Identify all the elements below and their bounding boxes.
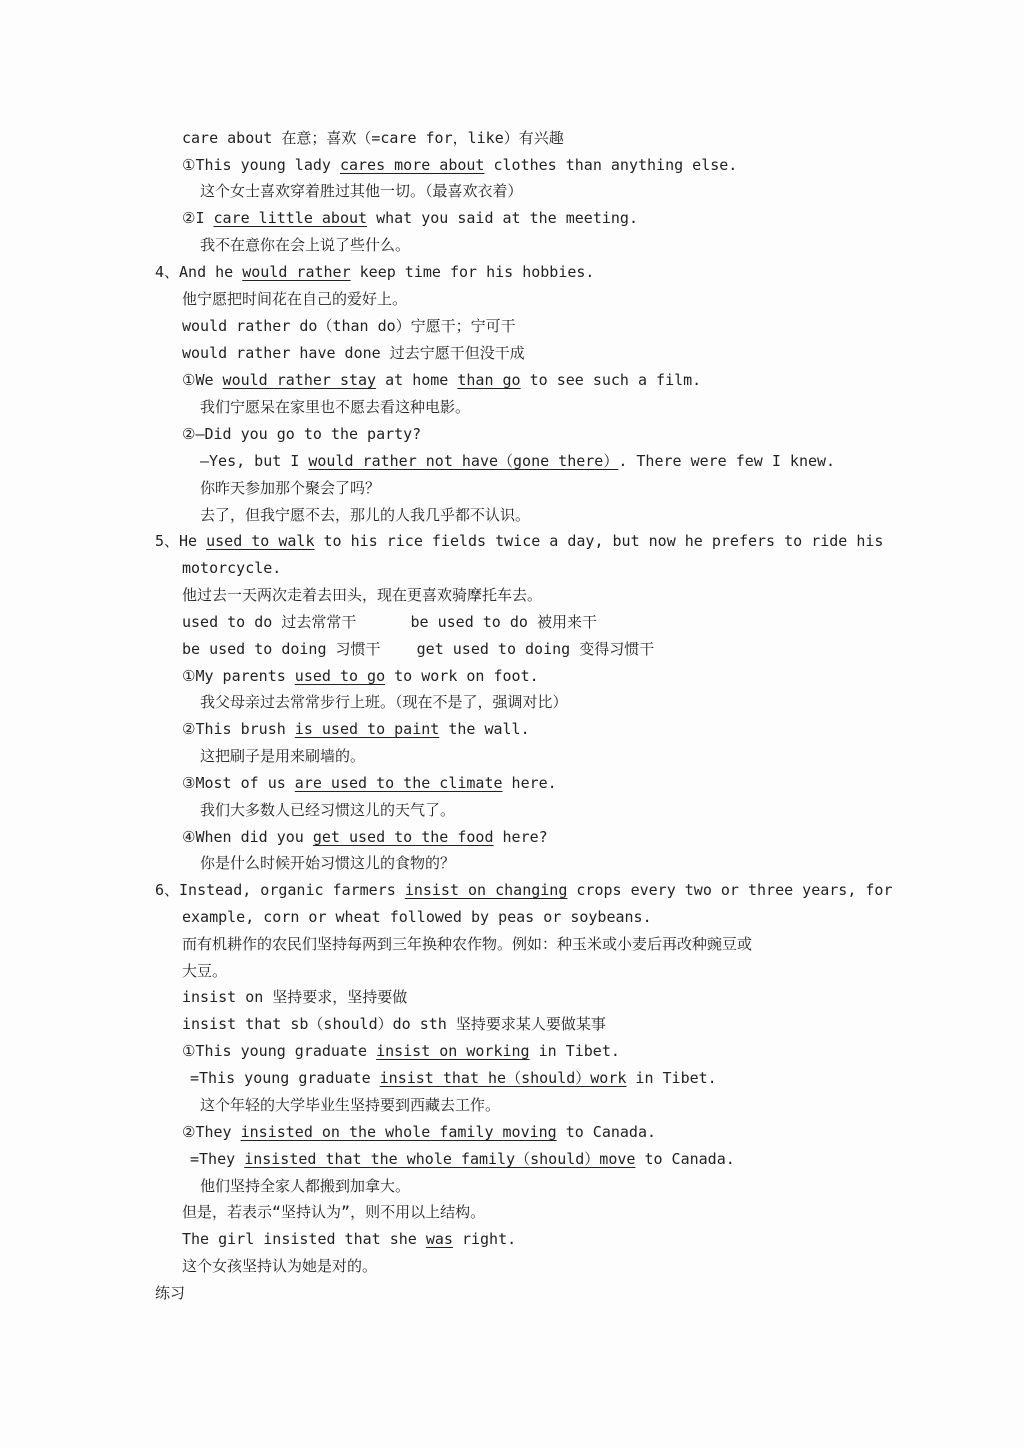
text-segment: to Canada. (556, 1123, 657, 1141)
text-line (182, 128, 564, 148)
underlined-phrase: is used to paint (294, 720, 440, 738)
underlined-phrase: insist that he（should）work (379, 1069, 627, 1087)
text-segment: ①This young lady (182, 156, 340, 174)
text-segment: to his rice fields twice a day, but now he prefers to ride his (314, 532, 884, 550)
text-line (182, 773, 557, 793)
text-line (182, 1041, 620, 1061)
text-line (182, 827, 548, 847)
text-line (182, 370, 701, 390)
text-segment: ③Most of us (182, 774, 295, 792)
text-line (200, 1176, 410, 1196)
text-segment: insist that sb（should）do sth 坚持要求某人要做某事 (182, 1015, 606, 1033)
text-segment: ①This young graduate (182, 1042, 377, 1060)
text-line (155, 1283, 185, 1303)
text-segment: to see such a film. (520, 371, 702, 389)
underlined-phrase: get used to the food (312, 828, 494, 846)
text-segment: 6、Instead, organic farmers (155, 881, 405, 899)
text-segment: 这把刷子是用来刷墙的。 (200, 747, 366, 765)
text-line (155, 531, 883, 551)
text-segment: 但是，若表示“坚持认为”，则不用以上结构。 (182, 1203, 486, 1221)
text-segment: 我父母亲过去常常步行上班。（现在不是了，强调对比） (200, 693, 568, 711)
text-segment: at home (376, 371, 458, 389)
text-segment: crops every two or three years, for (567, 881, 893, 899)
text-segment: to work on foot. (385, 667, 539, 685)
text-segment: . There were few I knew. (618, 452, 836, 470)
text-line (200, 692, 568, 712)
underlined-phrase: than go (457, 371, 521, 389)
underlined-phrase: cares more about (339, 156, 485, 174)
text-line (182, 907, 652, 927)
text-line (155, 880, 892, 900)
text-line (182, 343, 525, 363)
underlined-phrase: care little about (213, 209, 368, 227)
text-segment: 4、And he (155, 263, 243, 281)
text-segment: ②I (182, 209, 214, 227)
text-segment: right. (452, 1230, 517, 1248)
text-line (200, 746, 365, 766)
text-line (190, 1149, 735, 1169)
text-segment: in Tibet. (626, 1069, 717, 1087)
text-segment: would rather have done 过去宁愿干但没干成 (182, 344, 525, 362)
text-segment: here. (502, 774, 557, 792)
text-line (182, 1229, 516, 1249)
text-segment: keep time for his hobbies. (350, 263, 595, 281)
text-segment: 5、He (155, 532, 207, 550)
text-line (200, 397, 470, 417)
text-segment: 我们宁愿呆在家里也不愿去看这种电影。 (200, 398, 471, 416)
text-line (182, 289, 407, 309)
text-line (200, 235, 410, 255)
text-line (182, 1122, 656, 1142)
text-line (200, 478, 380, 498)
text-line (182, 934, 752, 954)
text-segment: to Canada. (635, 1150, 735, 1168)
text-line (200, 505, 530, 525)
text-segment: ④When did you (182, 828, 313, 846)
underlined-phrase: used to go (294, 667, 386, 685)
text-segment: care about 在意；喜欢（=care for，like）有兴趣 (182, 129, 564, 147)
text-line (182, 558, 281, 578)
text-line (155, 262, 594, 282)
text-line (182, 719, 530, 739)
underlined-phrase: insist on working (376, 1042, 530, 1060)
text-line (200, 1095, 500, 1115)
text-segment: =They (190, 1150, 245, 1168)
text-segment: The girl insisted that she (182, 1230, 426, 1248)
text-segment: ②This brush (182, 720, 295, 738)
text-line (182, 424, 421, 444)
text-line (190, 1068, 717, 1088)
text-segment: 我们大多数人已经习惯这儿的天气了。 (200, 801, 456, 819)
text-segment: 这个女士喜欢穿着胜过其他一切。（最喜欢衣着） (200, 182, 523, 200)
text-segment: ②They (182, 1123, 241, 1141)
text-segment: insist on 坚持要求，坚持要做 (182, 988, 408, 1006)
text-segment: motorcycle. (182, 559, 282, 577)
text-line (182, 666, 539, 686)
text-segment: ①My parents (182, 667, 295, 685)
text-segment: ②—Did you go to the party? (182, 425, 422, 443)
text-segment: used to do 过去常常干 be used to do 被用来干 (182, 613, 597, 631)
underlined-phrase: insist on changing (404, 881, 568, 899)
text-segment: what you said at the meeting. (367, 209, 638, 227)
text-line (182, 1256, 377, 1276)
underlined-phrase: would rather not have（gone there） (308, 452, 619, 470)
text-segment: 这个年轻的大学毕业生坚持要到西藏去工作。 (200, 1096, 501, 1114)
text-line (200, 800, 455, 820)
text-segment: here? (493, 828, 548, 846)
text-segment: —Yes, but I (200, 452, 309, 470)
text-line (182, 585, 542, 605)
text-segment: 他过去一天两次走着去田头，现在更喜欢骑摩托车去。 (182, 586, 543, 604)
text-segment: 我不在意你在会上说了些什么。 (200, 236, 411, 254)
text-segment: =This young graduate (190, 1069, 380, 1087)
text-line (200, 451, 835, 471)
text-line (182, 639, 654, 659)
text-segment: the wall. (439, 720, 530, 738)
text-line (182, 987, 407, 1007)
text-segment: would rather do（than do）宁愿干；宁可干 (182, 317, 516, 335)
text-line (182, 208, 638, 228)
text-line (182, 316, 516, 336)
text-segment: 你是什么时候开始习惯这儿的食物的？ (200, 854, 456, 872)
text-line (182, 1202, 485, 1222)
text-segment: clothes than anything else. (484, 156, 738, 174)
underlined-phrase: insisted that the whole family（should）move (244, 1150, 636, 1168)
text-segment: 而有机耕作的农民们坚持每两到三年换种农作物。例如：种玉米或小麦后再改种豌豆或 (182, 935, 753, 953)
underlined-phrase: would rather (242, 263, 351, 281)
underlined-phrase: insisted on the whole family moving (240, 1123, 557, 1141)
text-line (182, 155, 737, 175)
text-segment: example, corn or wheat followed by peas or soybeans. (182, 908, 652, 926)
text-segment: in Tibet. (529, 1042, 620, 1060)
text-segment: 这个女孩坚持认为她是对的。 (182, 1257, 378, 1275)
underlined-phrase: was (425, 1230, 453, 1248)
underlined-phrase: are used to the climate (294, 774, 503, 792)
text-segment: 你昨天参加那个聚会了吗？ (200, 479, 381, 497)
underlined-phrase: used to walk (206, 532, 315, 550)
text-segment: 练习 (155, 1284, 186, 1302)
text-line (182, 1014, 606, 1034)
text-segment: 他宁愿把时间花在自己的爱好上。 (182, 290, 408, 308)
text-segment: ①We (182, 371, 223, 389)
text-line (182, 612, 597, 632)
text-line (200, 853, 455, 873)
text-segment: 去了，但我宁愿不去，那儿的人我几乎都不认识。 (200, 506, 531, 524)
text-line (200, 181, 523, 201)
underlined-phrase: would rather stay (222, 371, 377, 389)
text-line (182, 961, 227, 981)
text-segment: be used to doing 习惯干 get used to doing 变得习惯干 (182, 640, 655, 658)
text-segment: 大豆。 (182, 962, 228, 980)
text-segment: 他们坚持全家人都搬到加拿大。 (200, 1177, 411, 1195)
